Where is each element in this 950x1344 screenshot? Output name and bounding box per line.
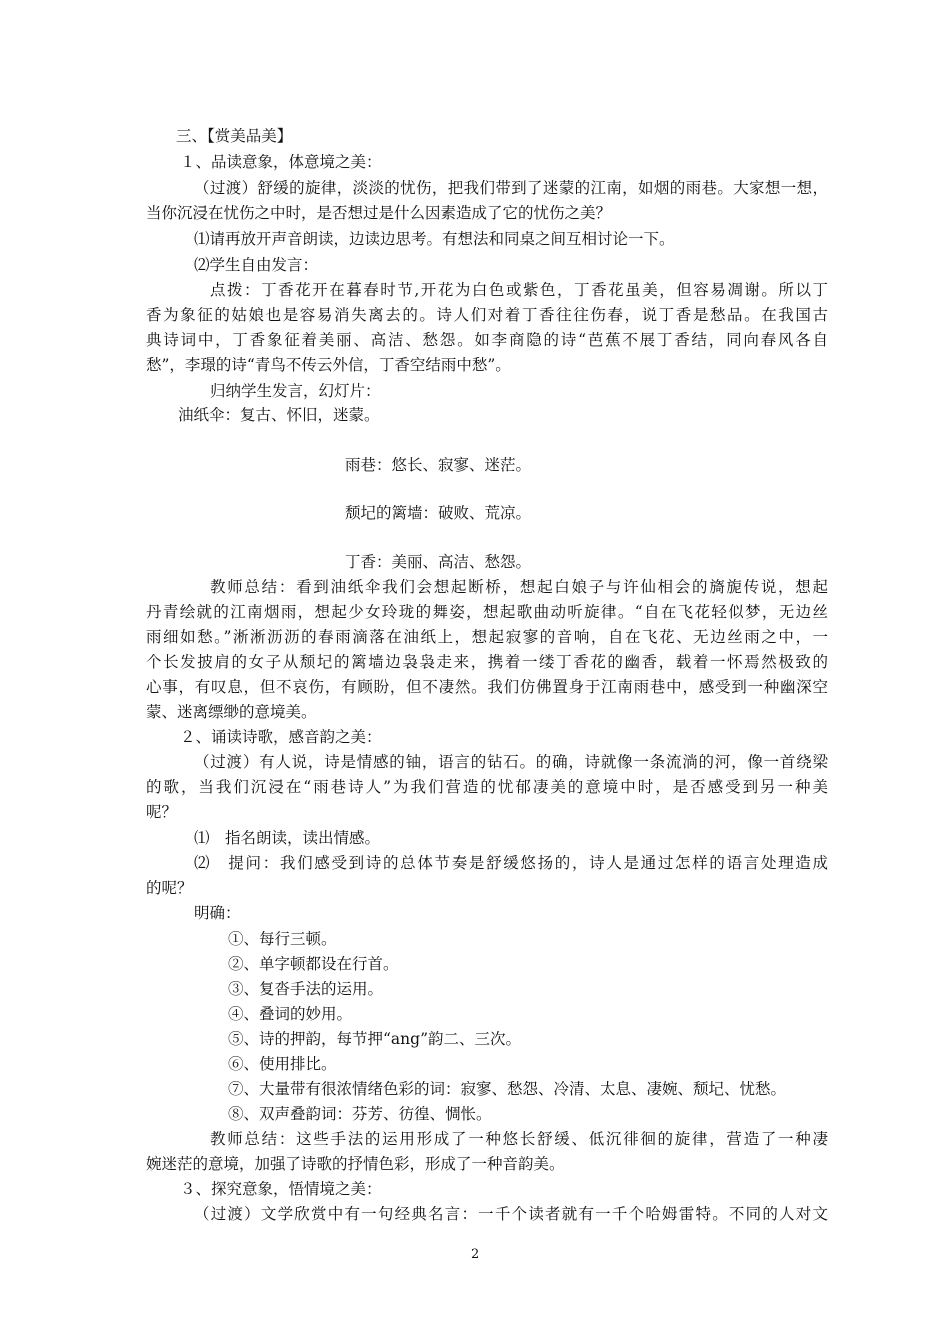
point-item: ②、单字顿都设在行首。 (228, 955, 399, 973)
item-2-cont: 的呢？ (146, 879, 193, 897)
teacher-summary-2-line: 婉迷茫的意境，加强了诗歌的抒情色彩，形成了一种音韵美。 (146, 1155, 565, 1173)
teacher-summary-1-line: 雨细如愁。”淅淅沥沥的春雨滴落在油纸上，想起寂寥的音响，自在飞花、无边丝雨之中，一 (146, 628, 828, 646)
teacher-summary-2: 教师总结：这些手法的运用形成了一种悠长舒缓、低沉徘徊的旋律，营造了一种凄 (210, 1130, 828, 1148)
slide-item: 丁香：美丽、高洁、愁怨。 (345, 553, 532, 571)
teacher-summary-1-line: 蒙、迷离缥缈的意境美。 (146, 703, 317, 721)
slide-item: 颓圮的篱墙：破败、荒凉。 (345, 504, 532, 522)
question-1: ⑴请再放开声音朗读，边读边思考。有想法和同桌之间互相讨论一下。 (194, 230, 675, 248)
paragraph-transition-2: （过渡）有人说，诗是情感的铀，语言的钻石。的确，诗就像一条流淌的河，像一首绕梁 (194, 753, 828, 771)
summary-intro: 归纳学生发言，幻灯片： (210, 382, 381, 400)
teacher-summary-1: 教师总结：看到油纸伞我们会想起断桥，想起白娘子与许仙相会的旖旎传说，想起 (210, 578, 828, 596)
paragraph-transition-2-line: 呢？ (146, 803, 178, 821)
clarify-label: 明确： (194, 904, 241, 922)
point-item: ③、复沓手法的运用。 (228, 980, 384, 998)
slide-item: 油纸伞：复古、怀旧，迷蒙。 (178, 406, 380, 424)
hint-paragraph-line: 愁”，李璟的诗“青鸟不传云外信，丁香空结雨中愁”。 (146, 356, 511, 374)
paragraph-transition-1-cont: 当你沉浸在忧伤之中时，是否想过是什么因素造成了它的忧伤之美？ (146, 204, 612, 222)
point-item: ⑦、大量带有很浓情绪色彩的词：寂寥、愁怨、冷清、太息、凄婉、颓圮、忧愁。 (228, 1080, 787, 1098)
section-heading: 三、【赏美品美】 (176, 127, 293, 145)
slide-item: 雨巷：悠长、寂寥、迷茫。 (345, 456, 532, 474)
item-1: ⑴ 指名朗读，读出情感。 (194, 829, 381, 847)
hint-paragraph: 点拨：丁香花开在暮春时节,开花为白色或紫色，丁香花虽美，但容易凋谢。所以丁 (210, 281, 828, 299)
point-item: ⑧、双声叠韵词：芬芳、彷徨、惆怅。 (228, 1105, 492, 1123)
subsection-title-2: ２、诵读诗歌，感音韵之美： (180, 728, 382, 746)
item-2: ⑵ 提问：我们感受到诗的总体节奏是舒缓悠扬的，诗人是通过怎样的语言处理造成 (194, 854, 828, 872)
page-number: 2 (471, 1247, 480, 1262)
paragraph-transition-3: （过渡）文学欣赏中有一句经典名言：一千个读者就有一千个哈姆雷特。不同的人对文 (194, 1205, 828, 1223)
hint-paragraph-line: 香为象征的姑娘也是容易消失离去的。诗人们对着丁香往往伤春，说丁香是愁品。在我国古 (146, 306, 828, 324)
paragraph-transition-1: （过渡）舒缓的旋律，淡淡的忧伤，把我们带到了迷蒙的江南，如烟的雨巷。大家想一想， (194, 179, 828, 197)
point-item: ①、每行三顿。 (228, 930, 337, 948)
subsection-title-3: ３、探究意象，悟情境之美： (180, 1180, 382, 1198)
teacher-summary-1-line: 丹青绘就的江南烟雨，想起少女玲珑的舞姿，想起歌曲动听旋律。“自在飞花轻似梦，无边丝 (146, 603, 828, 621)
paragraph-transition-2-line: 的歌，当我们沉浸在“雨巷诗人”为我们营造的忧郁凄美的意境中时，是否感受到另一种美 (146, 778, 828, 796)
subsection-title-1: １、品读意象，体意境之美： (180, 153, 382, 171)
hint-paragraph-line: 典诗词中，丁香象征着美丽、高洁、愁怨。如李商隐的诗“芭蕉不展丁香结，同向春风各自 (146, 331, 828, 349)
teacher-summary-1-line: 个长发披肩的女子从颓圮的篱墙边袅袅走来，携着一缕丁香花的幽香，载着一怀焉然极致的 (146, 653, 828, 671)
point-item: ⑤、诗的押韵，每节押“ang”韵二、三次。 (228, 1030, 521, 1048)
teacher-summary-1-line: 心事，有叹息，但不哀伤，有顾盼，但不凄然。我们仿佛置身于江南雨巷中，感受到一种幽深空 (146, 678, 828, 696)
point-item: ⑥、使用排比。 (228, 1055, 337, 1073)
point-item: ④、叠词的妙用。 (228, 1005, 353, 1023)
question-2: ⑵学生自由发言： (194, 256, 319, 274)
